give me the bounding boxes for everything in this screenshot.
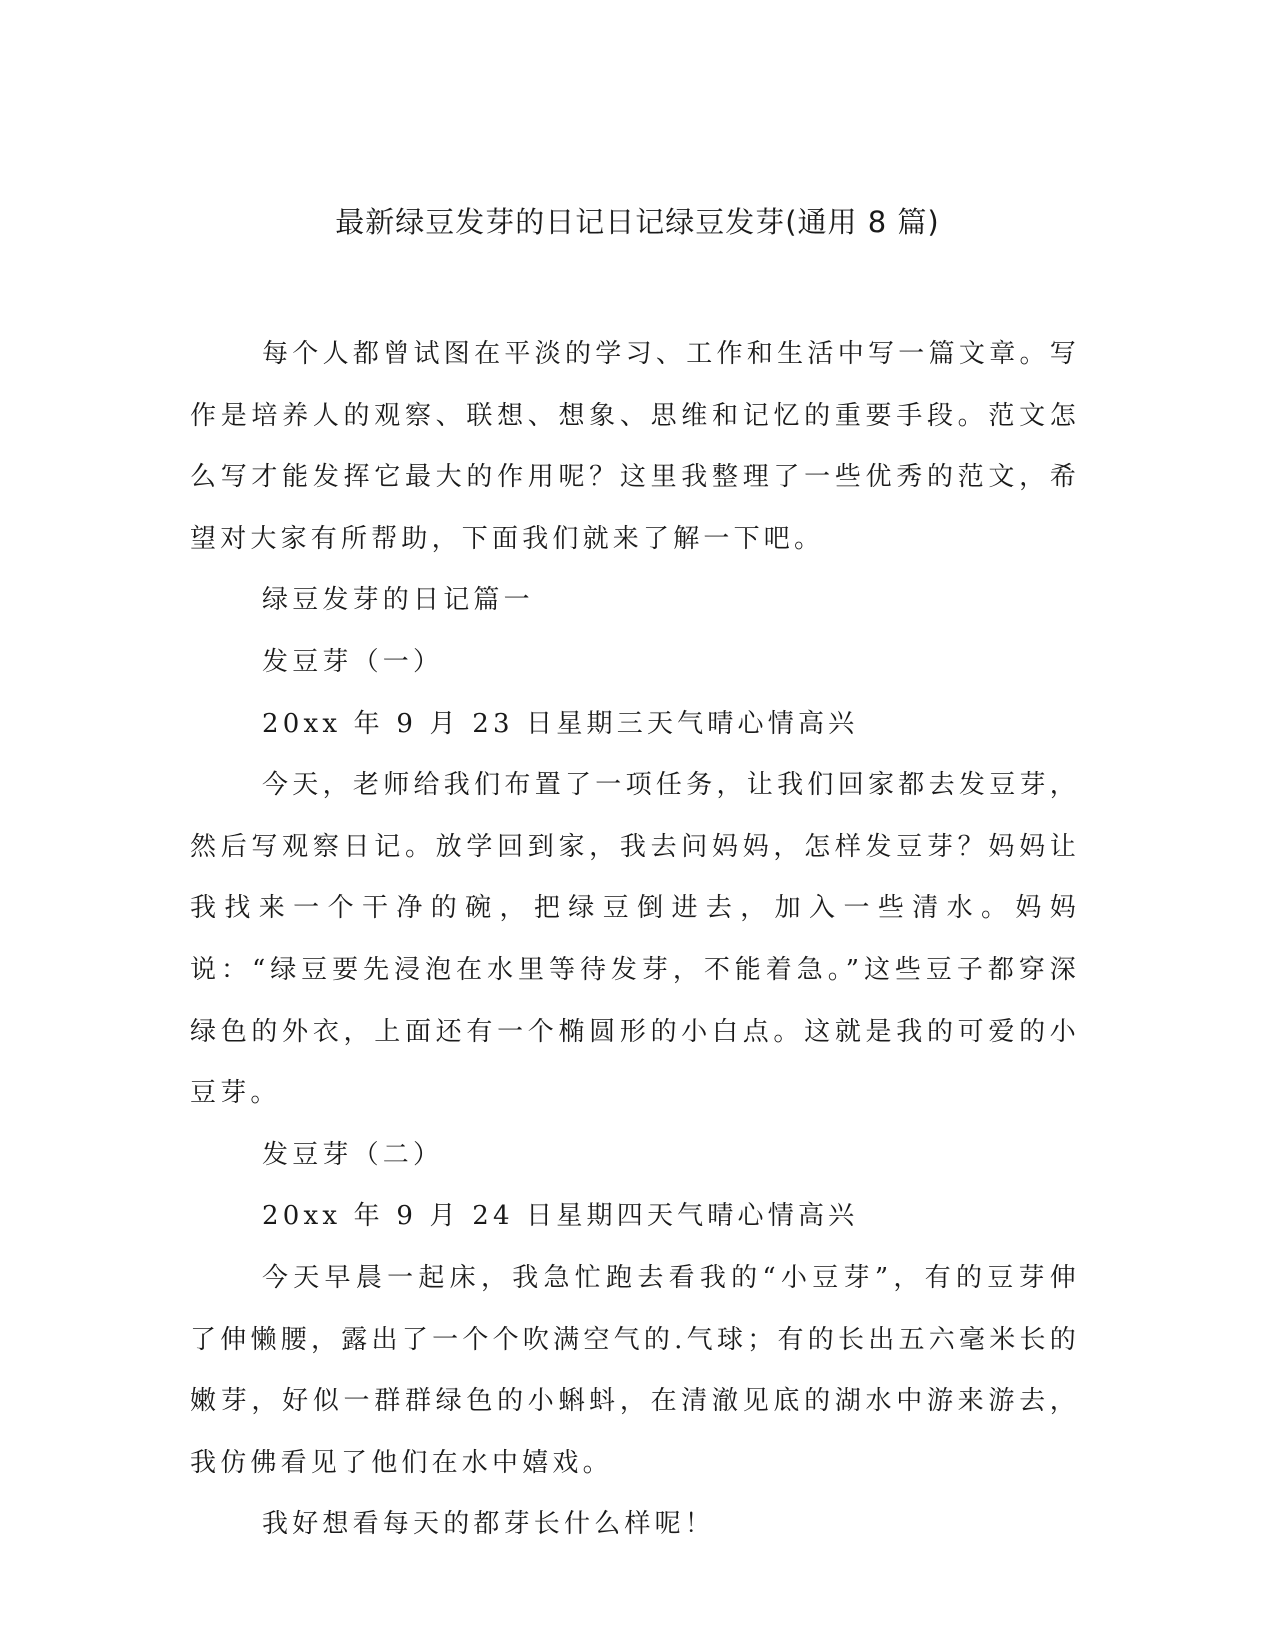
intro-paragraph: 每个人都曾试图在平淡的学习、工作和生活中写一篇文章。写作是培养人的观察、联想、想象、思维和记忆的重要手段。范文怎么写才能发挥它最大的作用呢？这里我整理了一些优秀的范文，希望对大家有所帮助，下面我们就来了解一下吧。 [190,339,1080,554]
entry-date-1: 20xx 年 9 月 23 日星期三天气晴心情高兴 [262,708,859,739]
entry-body-1: 今天，老师给我们布置了一项任务，让我们回家都去发豆芽，然后写观察日记。放学回到家，我去问妈妈，怎样发豆芽？妈妈让我找来一个干净的碗，把绿豆倒进去，加入一些清水。妈妈说：“绿豆要先浸泡在水里等待发芽，不能着急。”这些豆子都穿深绿色的外衣，上面还有一个椭圆形的小白点。这就是我的可爱的小豆芽。 [190,770,1080,1109]
entry-heading-1: 发豆芽（一） [262,646,444,677]
entry-date-2: 20xx 年 9 月 24 日星期四天气晴心情高兴 [262,1201,859,1232]
entry-heading-2: 发豆芽（二） [262,1139,444,1170]
section-heading: 绿豆发芽的日记篇一 [262,585,534,616]
entry-closing-line: 我好想看每天的都芽长什么样呢！ [262,1509,716,1540]
entry-body-2: 今天早晨一起床，我急忙跑去看我的“小豆芽”，有的豆芽伸了伸懒腰，露出了一个个吹满空气的.气球；有的长出五六毫米长的嫩芽，好似一群群绿色的小蝌蚪，在清澈见底的湖水中游来游去，我仿佛看见了他们在水中嬉戏。 [190,1262,1080,1478]
document-title: 最新绿豆发芽的日记日记绿豆发芽(通用 8 篇) [335,205,940,239]
document-body [190,324,1080,1556]
